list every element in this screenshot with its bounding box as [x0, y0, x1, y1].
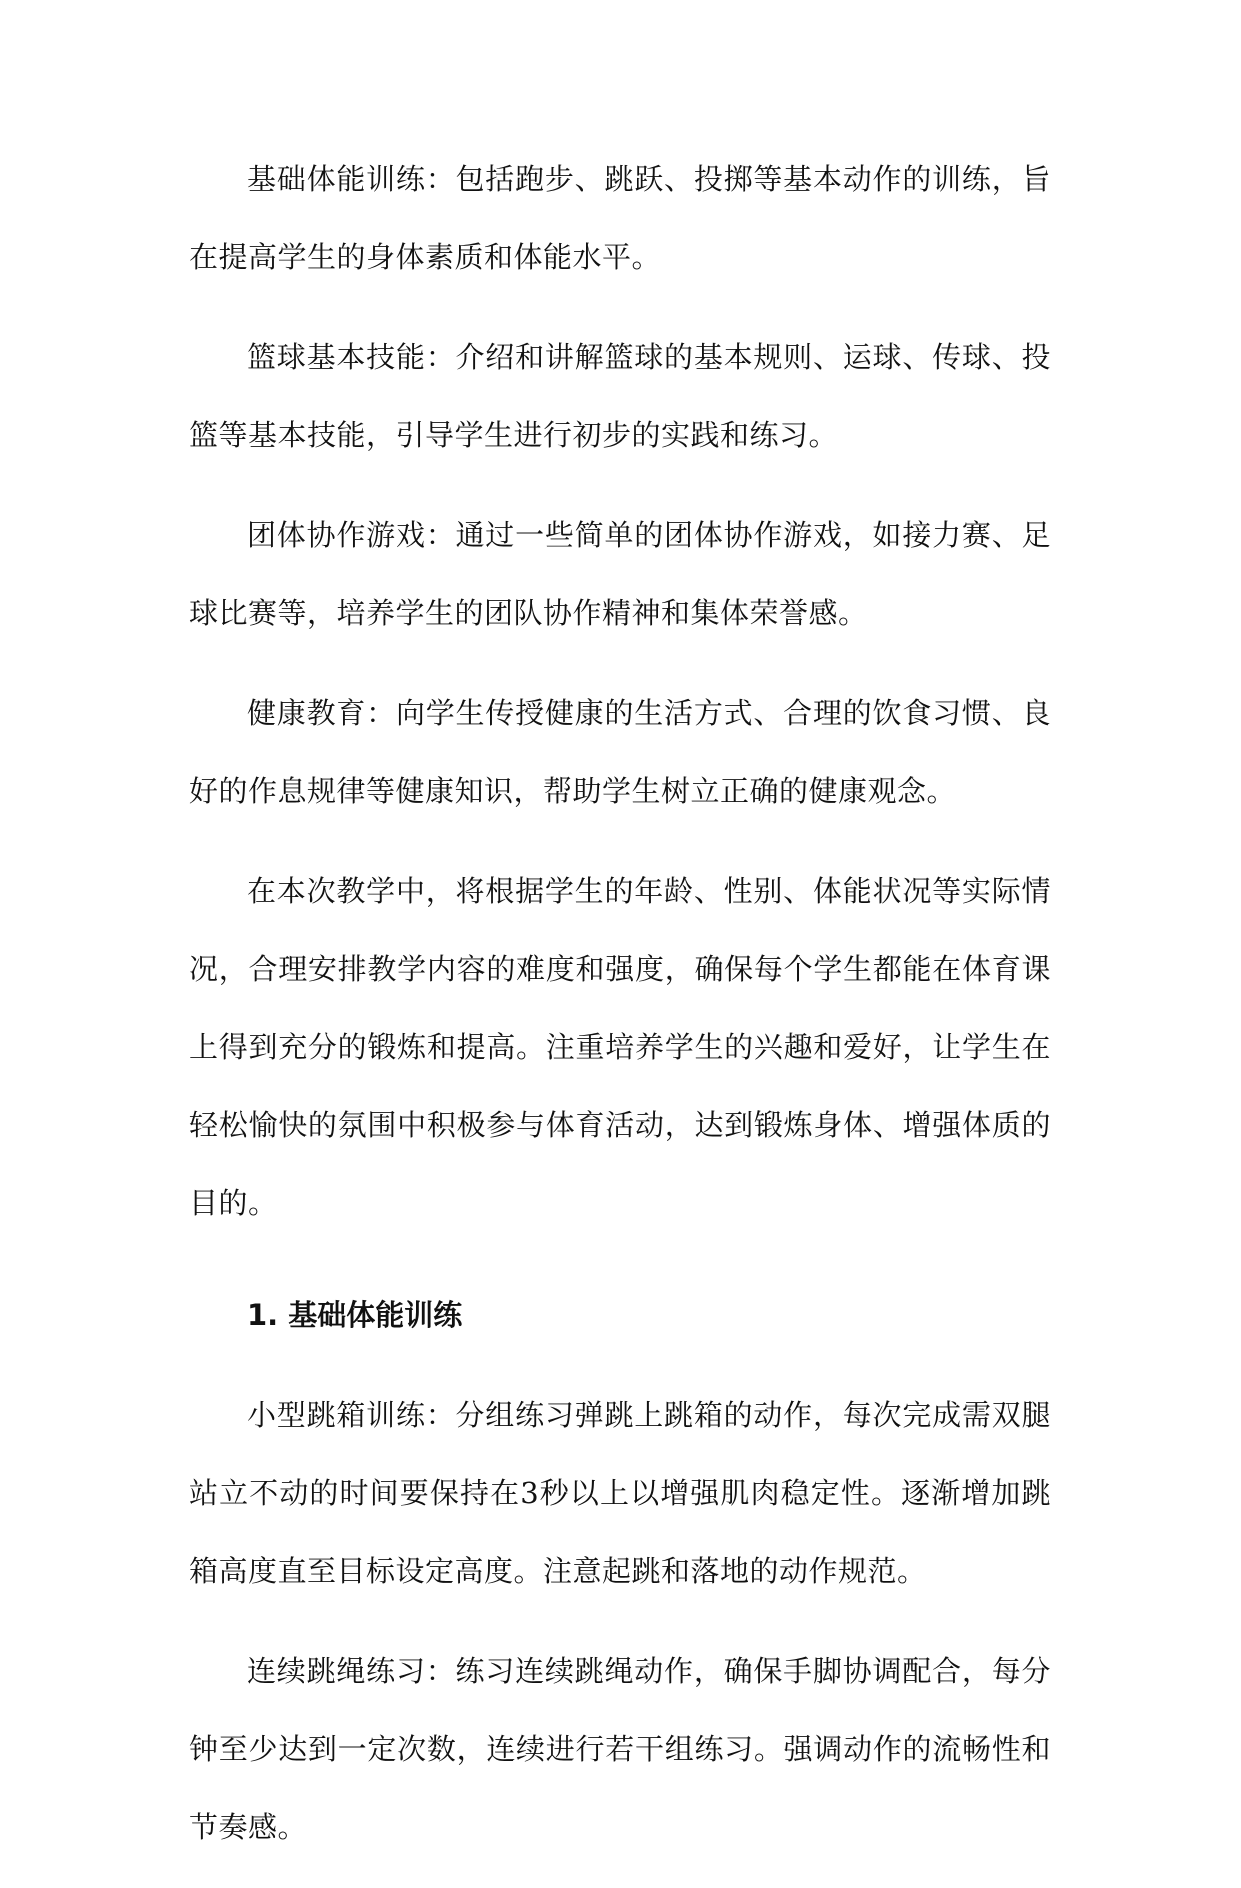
section-heading: 1. 基础体能训练: [247, 1298, 463, 1332]
paragraph-box-jump: 小型跳箱训练：分组练习弹跳上跳箱的动作，每次完成需双腿站立不动的时间要保持在3秒以上以增强肌肉稳定性。逐渐增加跳箱高度直至目标设定高度。注意起跳和落地的动作规范。: [189, 1398, 1051, 1588]
paragraph-basic-fitness: 基础体能训练：包括跑步、跳跃、投掷等基本动作的训练，旨在提高学生的身体素质和体能水平。: [189, 162, 1051, 274]
paragraph-teaching-plan: 在本次教学中，将根据学生的年龄、性别、体能状况等实际情况，合理安排教学内容的难度和强度，确保每个学生都能在体育课上得到充分的锻炼和提高。注重培养学生的兴趣和爱好，让学生在轻松愉快的氛围中积极参与体育活动，达到锻炼身体、增强体质的目的。: [189, 874, 1051, 1220]
paragraph-health-education: 健康教育：向学生传授健康的生活方式、合理的饮食习惯、良好的作息规律等健康知识，帮助学生树立正确的健康观念。: [189, 696, 1051, 808]
document-body: [189, 140, 1051, 1888]
paragraph-jump-rope: 连续跳绳练习：练习连续跳绳动作，确保手脚协调配合，每分钟至少达到一定次数，连续进行若干组练习。强调动作的流畅性和节奏感。: [189, 1654, 1051, 1844]
paragraph-basketball-skills: 篮球基本技能：介绍和讲解篮球的基本规则、运球、传球、投篮等基本技能，引导学生进行初步的实践和练习。: [189, 340, 1051, 452]
paragraph-team-games: 团体协作游戏：通过一些简单的团体协作游戏，如接力赛、足球比赛等，培养学生的团队协作精神和集体荣誉感。: [189, 518, 1051, 630]
